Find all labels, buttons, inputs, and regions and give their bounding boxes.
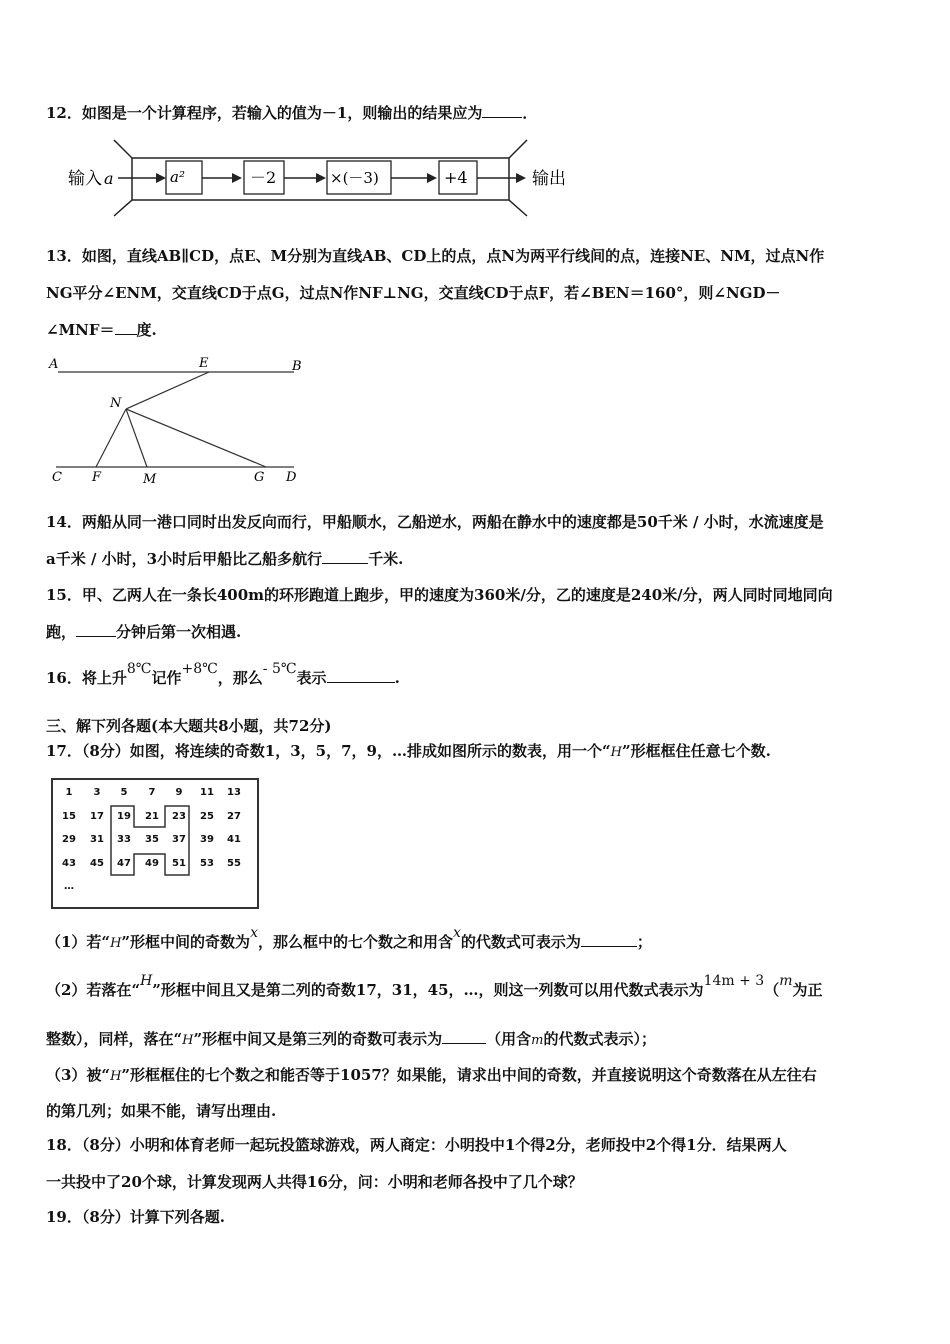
q19-line: 19．（8分）计算下列各题. (46, 1208, 226, 1226)
q14-line2: a千米 / 小时，3小时后甲船比乙船多航行 千米. (46, 550, 404, 568)
q18-line2: 一共投中了20个球，计算发现两人共得16分，问：小明和老师各投中了几个球？ (46, 1173, 583, 1191)
table-cell: 13 (227, 787, 241, 798)
h-frame-outline (53, 780, 257, 907)
table-cell: 15 (62, 811, 76, 822)
calc-program-diagram (64, 138, 574, 218)
q18-line1: 18．（8分）小明和体育老师一起玩投篮球游戏，两人商定：小明投中1个得2分，老师投中2个得1分．结果两人 (46, 1136, 787, 1154)
table-cell: 41 (227, 834, 241, 845)
q17-part2-line1: （2）若落在“H”形框中间且又是第二列的奇数17，31，45，…，则这一列数可以用代数式表示为14m + 3（m为正 (46, 973, 823, 999)
table-cell: 39 (200, 834, 214, 845)
q17-intro: 17．（8分）如图，将连续的奇数1，3，5，7，9，…排成如图所示的数表，用一个“H”形框框住任意七个数. (46, 742, 771, 760)
section-3-heading: 三、解下列各题(本大题共8小题，共72分) (46, 717, 332, 735)
table-cell: 37 (172, 834, 186, 845)
q12-line: 12．如图是一个计算程序，若输入的值为－1，则输出的结果应为 ． (46, 104, 538, 122)
table-cell: 29 (62, 834, 76, 845)
table-cell: 45 (90, 858, 104, 869)
label-D: D (286, 470, 297, 485)
table-cell: 47 (117, 858, 131, 869)
table-cell: 1 (65, 787, 73, 798)
expression-14m-plus-3: 14m + 3 (703, 973, 765, 989)
label-N: N (110, 396, 122, 411)
box-minus2-text: －2 (250, 168, 277, 187)
q14-answer-blank (322, 549, 368, 564)
table-cell: 31 (90, 834, 104, 845)
q17-part3-line1: （3）被“H”形框框住的七个数之和能否等于1057？如果能，请求出中间的奇数，并直接说明这个奇数落在从左往右 (46, 1066, 817, 1084)
label-G: G (254, 470, 265, 485)
table-cell: 35 (145, 834, 159, 845)
label-A: A (49, 357, 59, 372)
box-square-text: a² (170, 168, 185, 186)
table-cell: 23 (172, 811, 186, 822)
table-cell: 49 (145, 858, 159, 869)
table-cell: 17 (90, 811, 104, 822)
table-cell: 25 (200, 811, 214, 822)
temp-value-3: - 5℃ (262, 661, 297, 677)
label-E: E (199, 356, 209, 371)
parallel-lines-figure (44, 350, 314, 490)
q15-line2: 跑， 分钟后第一次相遇. (46, 623, 242, 641)
table-cell: 7 (148, 787, 156, 798)
table-cell: 5 (120, 787, 128, 798)
label-M: M (143, 472, 157, 487)
q13-line1: 13．如图，直线AB∥CD，点E、M分别为直线AB、CD上的点，点N为两平行线间的点，连接NE、NM，过点N作 (46, 247, 825, 265)
q12-text: 12．如图是一个计算程序，若输入的值为－1，则输出的结果应为 (46, 104, 483, 122)
input-var: a (104, 169, 114, 188)
table-cell: 27 (227, 811, 241, 822)
temp-value-1: 8℃ (126, 661, 152, 677)
q17-part1-blank (581, 932, 637, 947)
table-cell: 9 (175, 787, 183, 798)
q13-line2: NG平分∠ENM，交直线CD于点G，过点N作NF⊥NG，交直线CD于点F，若∠BEN＝160°，则∠NGD－ (46, 284, 781, 302)
table-cell: 33 (117, 834, 131, 845)
label-F: F (92, 470, 102, 485)
table-cell: 55 (227, 858, 241, 869)
q17-part1: （1）若“H”形框中间的奇数为x，那么框中的七个数之和用含x的代数式可表示为 ； (46, 925, 652, 951)
q13-answer-blank (115, 320, 137, 335)
q17-part2-blank (442, 1029, 486, 1044)
q16-answer-blank (327, 668, 395, 683)
q12-answer-blank (482, 103, 522, 118)
q15-line1: 15．甲、乙两人在一条长400m的环形跑道上跑步，甲的速度为360米/分，乙的速度是240米/分，两人同时同地同向 (46, 586, 833, 604)
q15-answer-blank (76, 622, 116, 637)
box-plus4-text: +4 (444, 168, 468, 187)
q17-part2-line2: 整数），同样，落在“H”形框中间又是第三列的奇数可表示为 （用含m的代数式表示）； (46, 1030, 656, 1048)
table-cell: 43 (62, 858, 76, 869)
temp-value-2: +8℃ (181, 661, 218, 677)
odd-number-table (51, 778, 259, 909)
q14-line1: 14．两船从同一港口同时出发反向而行，甲船顺水，乙船逆水，两船在静水中的速度都是50千米 / 小时，水流速度是 (46, 513, 824, 531)
table-cell: 21 (145, 811, 159, 822)
q13-line3: ∠MNF＝ 度. (46, 321, 157, 339)
q16-line: 16．将上升8℃记作+8℃，那么- 5℃表示 . (46, 661, 400, 687)
table-cell: 11 (200, 787, 214, 798)
box-times-text: ×(－3) (330, 169, 379, 187)
input-label: 输入 (68, 169, 102, 189)
output-label: 输出 (532, 169, 566, 189)
table-cell: 3 (93, 787, 101, 798)
q17-part3-line2: 的第几列；如果不能，请写出理由. (46, 1102, 277, 1120)
table-cell: 53 (200, 858, 214, 869)
label-B: B (292, 359, 302, 374)
table-cell: … (64, 881, 74, 892)
label-C: C (52, 470, 62, 485)
table-cell: 19 (117, 811, 131, 822)
table-cell: 51 (172, 858, 186, 869)
